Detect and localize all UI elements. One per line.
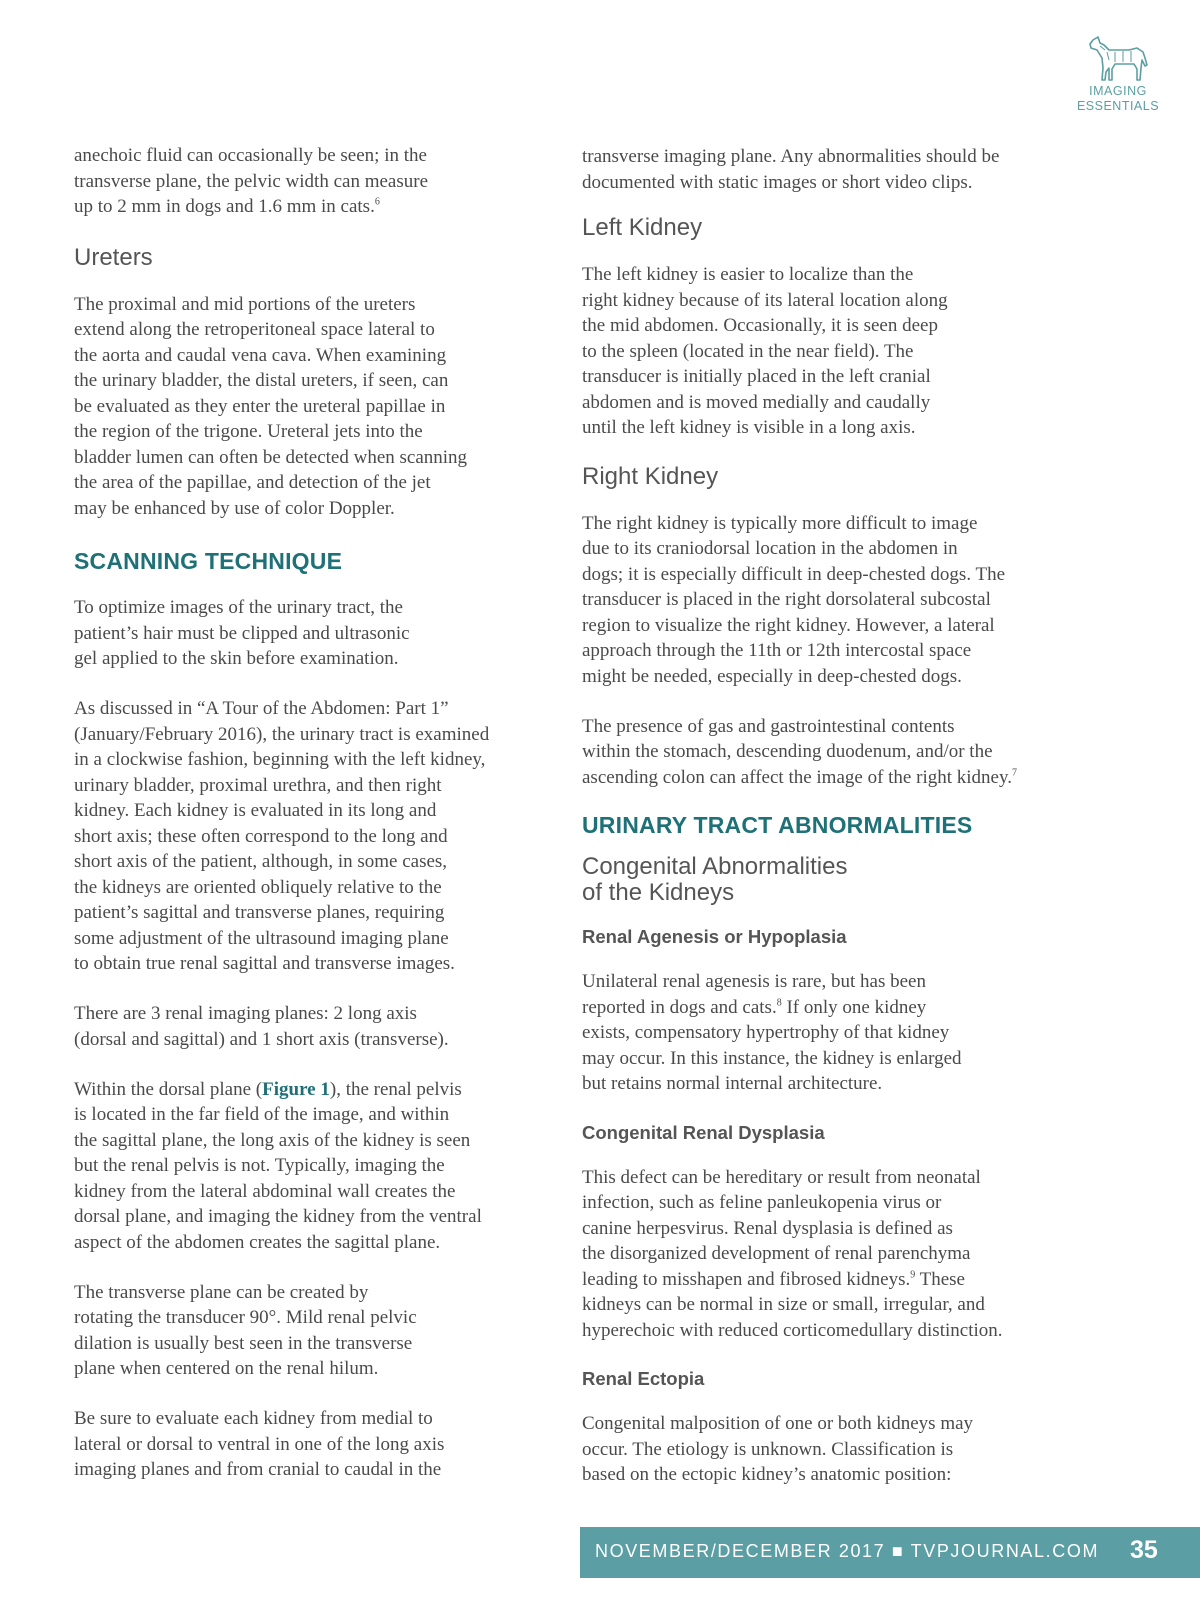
paragraph-renal-ectopia: Congenital malposition of one or both kidneys may occur. The etiology is unknown. Classification is based on the ectopic kidney’s anatomic position: <box>582 1413 974 1485</box>
paragraph-right-kidney: The right kidney is typically more difficult to image due to its craniodorsal location in the abdomen in dogs; it is especially difficult in deep-chested dogs. The transducer is placed in the right dorsolateral subcostal region to visualize the right kidney. However, a lateral approach through the 11th or 12th intercostal space might be needed, especially in deep-chested dogs. <box>582 512 1006 687</box>
left-column <box>74 143 544 1483</box>
paragraph-renal-agenesis: Unilateral renal agenesis is rare, but has been reported in dogs and cats.$^8$ If only one kidney exists, compensatory hypertrophy of that kidney may occur. In this instance, the kidney is enlarged but retains normal internal architecture. <box>582 971 962 1094</box>
heading-right-kidney: Right Kidney <box>582 462 719 490</box>
paragraph-imaging-planes: There are 3 renal imaging planes: 2 long axis (dorsal and sagittal) and 1 short axis (transverse). <box>74 1003 449 1050</box>
heading-left-kidney: Left Kidney <box>582 214 703 241</box>
paragraph-transverse-continued: transverse imaging plane. Any abnormalities should be documented with static images or short video clips. <box>582 146 1000 193</box>
logo-text-imaging: IMAGING <box>1089 84 1147 98</box>
heading-renal-agenesis: Renal Agenesis or Hypoplasia <box>582 926 847 947</box>
citation-8: 8 <box>776 997 782 1009</box>
heading-ureters: Ureters <box>74 243 153 271</box>
paragraph-dorsal-plane: Within the dorsal plane (Figure 1), the renal pelvis is located in the far field of the image, and within the sagittal plane, the long axis of the kidney is seen but the renal pelvis is not. Typically, imaging the kidney from the lateral abdominal wall creates the dorsal plane, and imaging the kidney from the ventral aspect of the abdomen creates the sagittal plane. <box>74 1078 482 1253</box>
footer-issue-text: NOVEMBER/DECEMBER 2017 ■ TVPJOURNAL.COM <box>595 1541 1100 1561</box>
paragraph-gas-contents: The presence of gas and gastrointestinal contents within the stomach, descending duodenum, and/or the ascending colon can affect the image of the right kidney.$^7$ <box>582 715 1017 788</box>
paragraph-left-kidney: The left kidney is easier to localize than the right kidney because of its lateral location along the mid abdomen. Occasionally, it is seen deep to the spleen (located in the near field). The transducer is initially placed in the left cranial abdomen and is moved medially and caudally until the left kidney is visible in a long axis. <box>582 264 948 438</box>
paragraph-scan-order: As discussed in “A Tour of the Abdomen: Part 1” (January/February 2016), the urinary tract is examined in a clockwise fashion, beginning with the left kidney, urinary bladder, proximal urethra, and then right kidney. Each kidney is evaluated in its long and short axis; these often correspond to the long and short axis of the patient, although, in some cases, the kidneys are oriented obliquely relative to the patient’s sagittal and transverse planes, requiring some adjustment of the ultrasound imaging plane to obtain true renal sagittal and transverse images. <box>74 698 490 974</box>
dog-icon <box>1085 34 1151 84</box>
paragraph-pelvis-width: anechoic fluid can occasionally be seen; in the transverse plane, the pelvic width can measure up to 2 mm in dogs and 1.6 mm in cats.$^6$ <box>74 145 428 217</box>
heading-renal-ectopia: Renal Ectopia <box>582 1368 705 1389</box>
paragraph-transverse-plane: The transverse plane can be created by rotating the transducer 90°. Mild renal pelvic dilation is usually best seen in the transverse plane when centered on the renal hilum. <box>74 1281 417 1379</box>
logo-text-essentials: ESSENTIALS <box>1076 99 1160 113</box>
heading-congenital-abnormalities: Congenital Abnormalities of the Kidneys <box>582 853 848 906</box>
paragraph-scan-prep: To optimize images of the urinary tract, the patient’s hair must be clipped and ultrasonic gel applied to the skin before examination. <box>74 597 410 669</box>
citation-9: 9 <box>910 1269 916 1281</box>
citation-6: 6 <box>374 196 380 208</box>
page-number: 35 <box>1130 1536 1158 1564</box>
footer-bar <box>580 1527 1200 1578</box>
citation-7: 7 <box>1011 767 1017 779</box>
imaging-essentials-logo <box>1068 34 1168 114</box>
heading-scanning-technique: SCANNING TECHNIQUE <box>74 548 343 574</box>
paragraph-ureters: The proximal and mid portions of the ureters extend along the retroperitoneal space lateral to the aorta and caudal vena cava. When examining the urinary bladder, the distal ureters, if seen, can be evaluated as they enter the ureteral papillae in the region of the trigone. Ureteral jets into the bladder lumen can often be detected when scanning the area of the papillae, and detection of the jet may be enhanced by use of color Doppler. <box>74 293 468 519</box>
heading-renal-dysplasia: Congenital Renal Dysplasia <box>582 1121 825 1143</box>
heading-urinary-tract-abnormalities: URINARY TRACT ABNORMALITIES <box>582 812 973 838</box>
paragraph-renal-dysplasia: This defect can be hereditary or result from neonatal infection, such as feline panleukopenia virus or canine herpesvirus. Renal dysplasia is defined as the disorganized development of renal parenchyma leading to misshapen and fibrosed kidneys.$^9$ These kidneys can be normal in size or small, irregular, and hyperechoic with reduced corticomedullary distinction. <box>582 1166 1003 1341</box>
figure-1-link[interactable]: Figure 1 <box>262 1078 330 1100</box>
paragraph-evaluate-each-kidney: Be sure to evaluate each kidney from medial to lateral or dorsal to ventral in one of the long axis imaging planes and from cranial to caudal in the <box>74 1408 445 1480</box>
right-column <box>582 144 1052 1488</box>
